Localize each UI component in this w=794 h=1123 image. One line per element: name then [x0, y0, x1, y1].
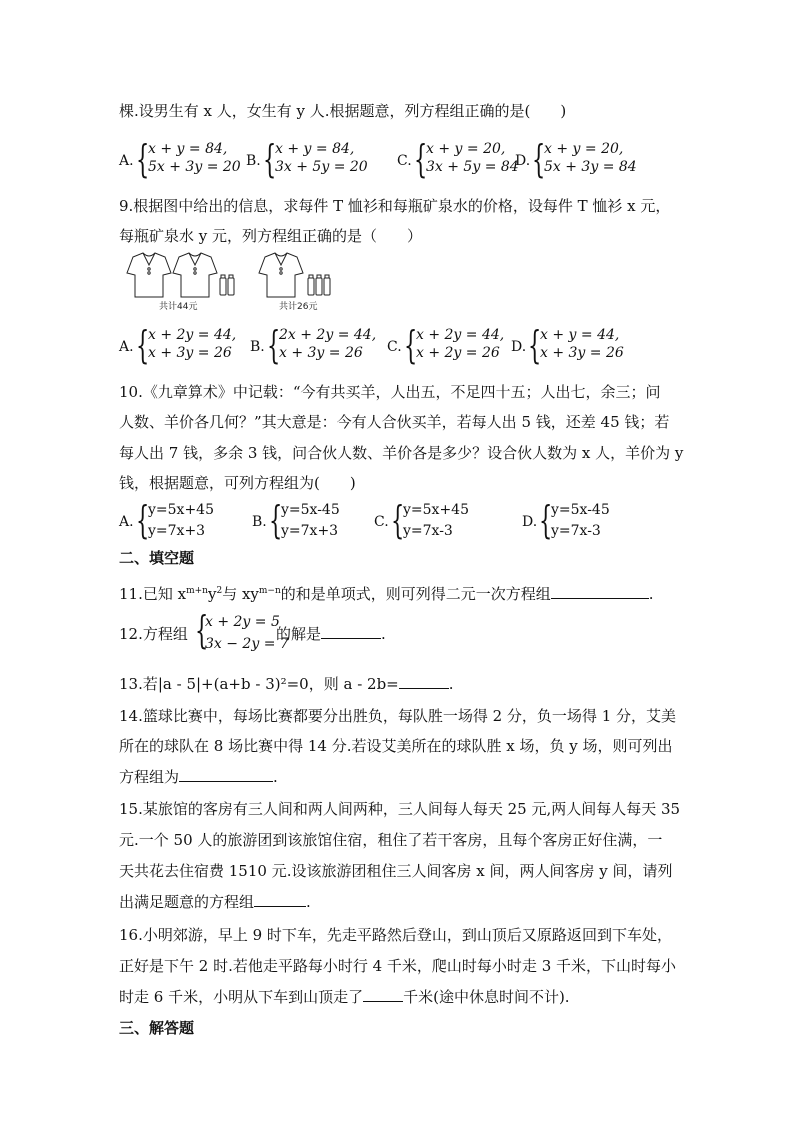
tshirt-icon [259, 253, 303, 297]
q16-line2: 正好是下午 2 时.若他走平路每小时行 4 千米，爬山时每小时走 3 千米，下山时每小 [119, 957, 677, 975]
q14-line2: 所在的球队在 8 场比赛中得 14 分.若设艾美所在的球队胜 x 场，负 y 场，则可列出 [119, 737, 673, 755]
q14-line1: 14.篮球比赛中，每场比赛都要分出胜负，每队胜一场得 2 分，负一场得 1 分，艾美 [119, 707, 677, 725]
q14-answer-blank[interactable] [179, 767, 273, 782]
q9-line2: 每瓶矿泉水 y 元，列方程组正确的是（ ） [119, 227, 423, 245]
q16-line3: 时走 6 千米，小明从下车到山顶走了 千米(途中休息时间不计). [119, 988, 570, 1006]
brace-icon: { [528, 323, 542, 367]
q15-line1: 15.某旅馆的客房有三人间和两人间两种，三人间每人每天 25 元,两人间每人每天 35 [119, 800, 681, 818]
q15-answer-blank[interactable] [254, 892, 306, 907]
q12-answer-blank[interactable] [321, 624, 381, 639]
q16-answer-blank[interactable] [363, 987, 403, 1002]
brace-icon: { [532, 137, 546, 181]
q16-line1: 16.小明郊游，早上 9 时下车，先走平路然后登山，到山顶后又原路返回到下车处， [119, 926, 672, 944]
q12: 12.方程组 { x + 2y = 5 3x − 2y = 7 的解是 . [119, 608, 386, 652]
section-heading-fill-in: 二、填空题 [119, 549, 195, 567]
water-bottle-icon [308, 275, 330, 295]
water-bottle-icon [220, 275, 234, 295]
q9-figure [117, 251, 352, 315]
brace-icon: { [263, 137, 277, 181]
section-heading-solutions: 三、解答题 [119, 1019, 195, 1037]
brace-icon: { [136, 137, 150, 181]
q10-line4: 钱，根据题意，可列方程组为( ) [119, 474, 356, 492]
q11: 11.已知 $x^{m+n}y^2$与 $xy^{m-n}$的和是单项式，则可列得二元一次方程组 . [119, 585, 654, 603]
q8-stem: 棵.设男生有 x 人，女生有 y 人.根据题意，列方程组正确的是( ) [119, 102, 567, 120]
tshirt-icon [173, 253, 217, 297]
q14-line3: 方程组为 . [119, 768, 278, 786]
brace-icon: { [269, 498, 283, 542]
q15-line2: 元.一个 50 人的旅游团到该旅馆住宿，租住了若干客房，且每个客房正好住满，一 [119, 831, 663, 849]
q15-line4: 出满足题意的方程组 . [119, 893, 311, 911]
brace-icon: { [391, 498, 405, 542]
brace-icon: { [136, 498, 150, 542]
tshirt-icon [127, 253, 171, 297]
q13: 13.若|a - 5|+(a+b - 3)²=0，则 a - 2b= . [119, 675, 454, 693]
left-caption: 共计44元 [159, 302, 198, 312]
q10-line2: 人数、羊价各几何？”其大意是：今有人合伙买羊，若每人出 5 钱，还差 45 钱；若 [119, 413, 670, 431]
q15-line3: 天共花去住宿费 1510 元.设该旅游团租住三人间客房 x 间，两人间客房 y 间，请列 [119, 862, 673, 880]
q13-answer-blank[interactable] [399, 674, 449, 689]
q10-line1: 10.《九章算术》中记载：“今有共买羊，人出五，不足四十五；人出七，余三；问 [119, 383, 661, 401]
q9-line1: 9.根据图中给出的信息，求每件 T 恤衫和每瓶矿泉水的价格，设每件 T 恤衫 x 元， [119, 197, 671, 215]
brace-icon: { [414, 137, 428, 181]
right-caption: 共计26元 [279, 302, 318, 312]
brace-icon: { [267, 323, 281, 367]
brace-icon: { [195, 608, 209, 652]
q10-line3: 每人出 7 钱，多余 3 钱，问合伙人数、羊价各是多少？设合伙人数为 x 人，羊价为 y [119, 444, 684, 462]
q11-answer-blank[interactable] [551, 584, 649, 599]
brace-icon: { [404, 323, 418, 367]
brace-icon: { [539, 498, 553, 542]
brace-icon: { [136, 323, 150, 367]
